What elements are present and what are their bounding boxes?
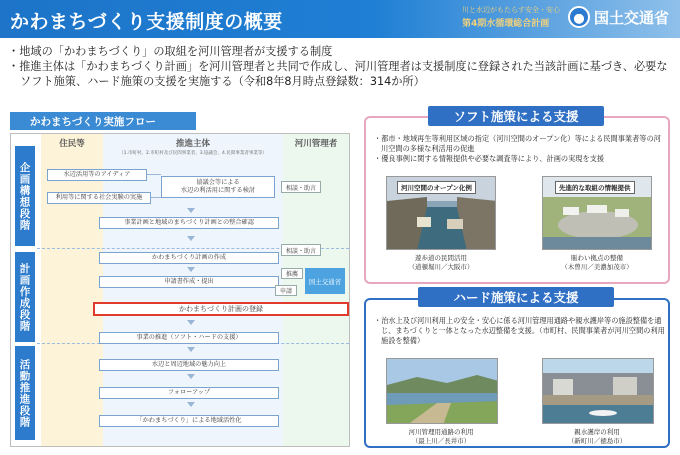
- soft-bullet: ・都市・地域再生等利用区域の指定（河川空間のオープン化）等による民間事業者等の河川空間の多様な利活用の促進: [374, 134, 661, 153]
- idea-box: 水辺活用等のアイディア: [47, 169, 147, 181]
- connector-line: [151, 197, 161, 198]
- down-arrow-icon: [187, 208, 195, 213]
- down-arrow-icon: [187, 236, 195, 241]
- flow-heading: かわまちづくり実施フロー: [10, 112, 196, 130]
- phase-planning: 企画構想段階: [15, 146, 35, 246]
- hard-bullet: ・治水上及び河川利用上の安全・安心に係る河川管理用通路や親水護岸等の施設整備を通じ、まちづくりと一体となった水辺整備を支援。（市町村、民間事業者が河川空間の利用施設を整備）: [374, 316, 665, 345]
- soft-support-title: ソフト施策による支援: [428, 106, 604, 126]
- photo-caption: 賑わい拠点の整備 （木曽川／美濃加茂市）: [561, 254, 633, 271]
- down-arrow-icon: [187, 402, 195, 407]
- residents-header: 住民等: [59, 139, 85, 149]
- intro-bullets: [8, 44, 674, 89]
- hard-support-panel: [364, 298, 670, 448]
- photo-dotonbori: [386, 176, 496, 250]
- promoter-header: 推進主体: [175, 139, 210, 149]
- consult-box: 相談・助言: [281, 181, 321, 193]
- down-arrow-icon: [187, 347, 195, 352]
- promote-box: 事業の推進（ソフト・ハードの支援）: [99, 332, 279, 344]
- phase-activity: 活動推進段階: [15, 346, 35, 440]
- header-bar: [0, 0, 680, 38]
- apply-box: 申請書作成・提出: [99, 276, 279, 288]
- photo-kiso: [542, 176, 652, 250]
- photo-caption: 河川管理用通路の利用 （最上川／長井市）: [408, 428, 474, 445]
- photo-label: 先進的な取組の情報提供: [555, 181, 635, 194]
- down-arrow-icon: [187, 374, 195, 379]
- ministry-name: 国土交通省: [594, 8, 670, 27]
- promoter-note: （1.市町村、2.市町村及び民間事業者、3.協議会、4.民間事業者事業等）: [119, 151, 267, 156]
- register-box: かわまちづくり計画の登録: [93, 302, 349, 316]
- photo-mogami: [386, 358, 498, 424]
- intro-bullet: ・地域の「かわまちづくり」の取組を河川管理者が支援する制度: [8, 45, 333, 58]
- experiment-box: 利用等に関する社会実験の実施: [47, 192, 151, 204]
- down-arrow-icon: [187, 267, 195, 272]
- photo-label: 河川空間のオープン化例: [397, 181, 476, 194]
- ministry-emblem-icon: [568, 6, 590, 28]
- mlit-box: 国土交通省: [305, 268, 345, 294]
- phase-plan-creation: 計画作成段階: [15, 252, 35, 342]
- photo-shinmachi: [542, 358, 654, 424]
- ministry-logo: [568, 6, 669, 28]
- photo-caption: 親水護岸の利用 （新町川／徳島市）: [567, 428, 627, 445]
- revitalize-box: 「かわまちづくり」による地域活性化: [99, 415, 279, 427]
- campaign-logo: [462, 5, 560, 33]
- alignment-box: 事業計画と地域のまちづくり計画との整合確認: [99, 217, 279, 229]
- plan-make-box: かわまちづくり計画の作成: [99, 252, 279, 264]
- river-header: 河川管理者: [294, 139, 338, 149]
- campaign-logo-line2: 第4期水循環総合計画: [462, 19, 550, 29]
- followup-box: フォローアップ: [99, 387, 279, 399]
- intro-bullet: ・推進主体は「かわまちづくり計画」を河川管理者と共同で作成し、河川管理者は支援制度に登録された当該計画に基づき、必要なソフト施策、ハード施策の支援を実施する（令和8年8月時点登録数：314か所）: [8, 60, 668, 88]
- photo-shinmachi-image: [543, 359, 654, 424]
- consult-box: 相談・助言: [281, 244, 321, 256]
- council-box: 協議会等による 水辺の利活用に関する検討: [161, 176, 275, 198]
- page-title: かわまちづくり支援制度の概要: [10, 11, 283, 33]
- flow-diagram: [10, 133, 350, 447]
- campaign-logo-line1: 川と水辺がもたらす安全・安心: [462, 6, 560, 14]
- down-arrow-icon: [187, 320, 195, 325]
- hard-support-title: ハード施策による支援: [418, 287, 614, 307]
- photo-caption: 遊歩道の民間活用 （道頓堀川／大阪市）: [408, 254, 474, 271]
- submit-label: 申請: [275, 285, 297, 296]
- connector-line: [147, 174, 161, 175]
- soft-support-panel: [364, 116, 670, 284]
- soft-bullets: [374, 134, 664, 164]
- hard-bullets: [374, 316, 666, 346]
- recommend-label: 推薦: [281, 268, 303, 279]
- attract-box: 水辺と周辺地域の魅力向上: [99, 359, 279, 371]
- photo-mogami-image: [387, 359, 498, 424]
- soft-bullet: ・優良事例に関する情報提供や必要な調査等により、計画の実現を支援: [374, 154, 605, 163]
